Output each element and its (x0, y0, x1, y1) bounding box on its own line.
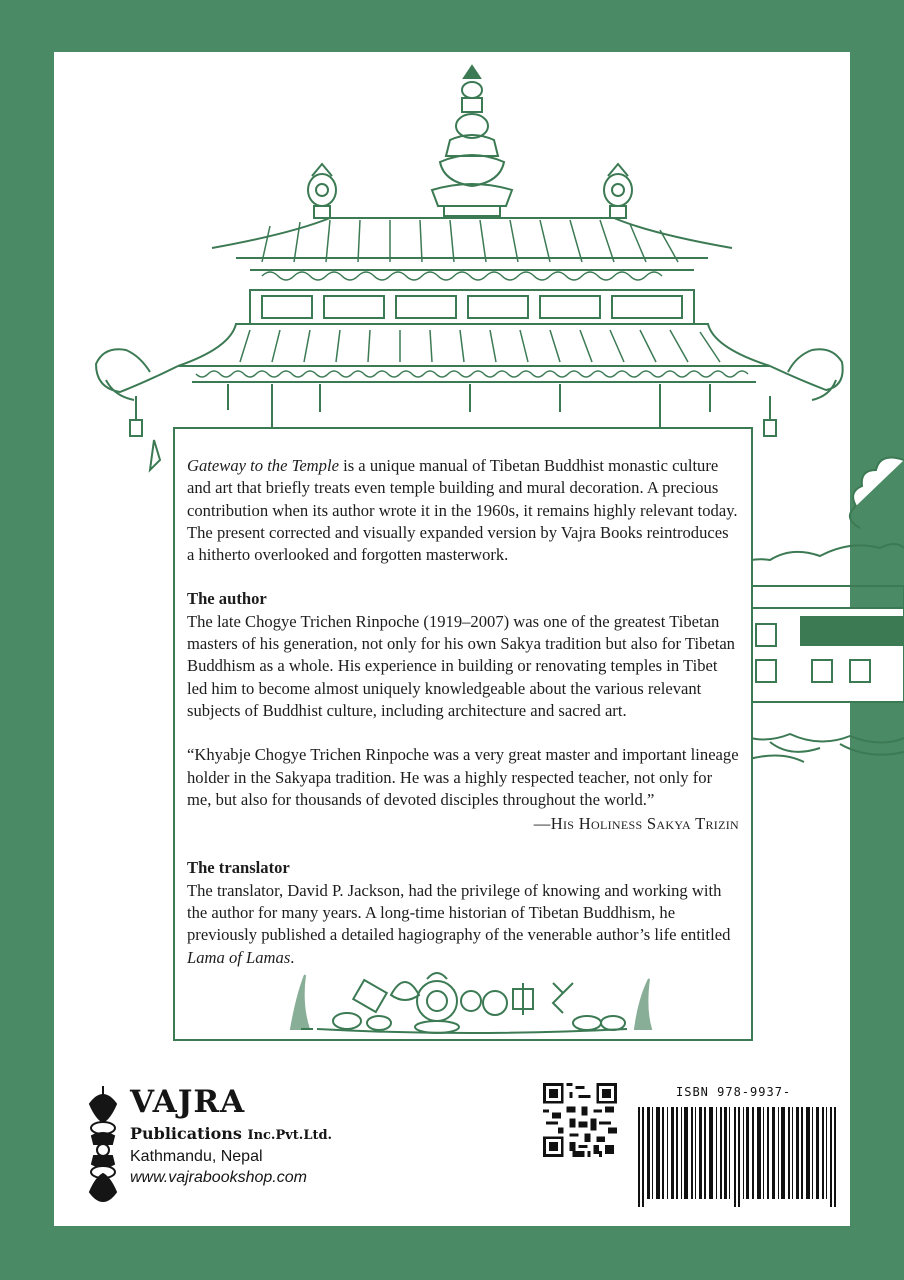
book-title: Gateway to the Temple (187, 456, 339, 475)
publisher-logo-block (84, 1084, 344, 1214)
translator-heading: The translator (187, 858, 290, 878)
translator-text-end: . (290, 947, 295, 967)
publisher-name (130, 1124, 332, 1143)
publisher-brand: VAJRA (130, 1084, 246, 1120)
endorsement-quote: “Khyabje Chogye Trichen Rinpoche was a very great master and important lineage holder in the Sakyapa tradition. He was a highly respected teacher, not only for me, but also for thousands of devoted disciples throughout the world.” (187, 745, 739, 809)
publisher-website: www.vajrabookshop.com (130, 1169, 307, 1186)
translator-text: The translator, David P. Jackson, had the privilege of knowing and working with the author for many years. A long-time historian of Tibetan Buddhism, he previously published a detailed hagiography of the venerable author’s life entitled (187, 880, 731, 945)
isbn-barcode (638, 1107, 844, 1207)
publisher-line: Publications (130, 1124, 242, 1143)
author-heading: The author (187, 589, 267, 609)
blurb-text-box (173, 427, 753, 1041)
author-paragraph: The late Chogye Trichen Rinpoche (1919–2007) was one of the greatest Tibetan masters of his generation, not only for his own Sakya tradition but also for Tibetan Buddhism as a whole. His experience in building or renovating temples in Tibet led him to become almost uniquely knowledgeable about the various relevant subjects of Buddhist culture, including architecture and sacred art. (187, 611, 735, 720)
vajra-logo-icon (84, 1084, 122, 1212)
translator-paragraph (187, 880, 739, 969)
intro-text: is a unique manual of Tibetan Buddhist monastic culture and art that briefly treats even temple building and mural decoration. A precious contribution when its author wrote it in the 1960s, it remains highly relevant today. The present corrected and visually expanded version by Vajra Books reintroduces a hitherto overlooked and forgotten masterwork. (187, 456, 738, 565)
eight-auspicious-symbols-ornament (287, 965, 657, 1035)
isbn-text: ISBN 978-9937- (676, 1085, 792, 1099)
publisher-suffix: Inc.Pvt.Ltd. (247, 1128, 333, 1143)
barcode-block (632, 1083, 850, 1213)
qr-code (543, 1083, 617, 1157)
translator-book-title: Lama of Lamas (187, 947, 291, 967)
publisher-city: Kathmandu, Nepal (130, 1148, 263, 1165)
quote-attribution: —His Holiness Sakya Trizin (533, 814, 739, 834)
intro-paragraph (187, 455, 739, 566)
